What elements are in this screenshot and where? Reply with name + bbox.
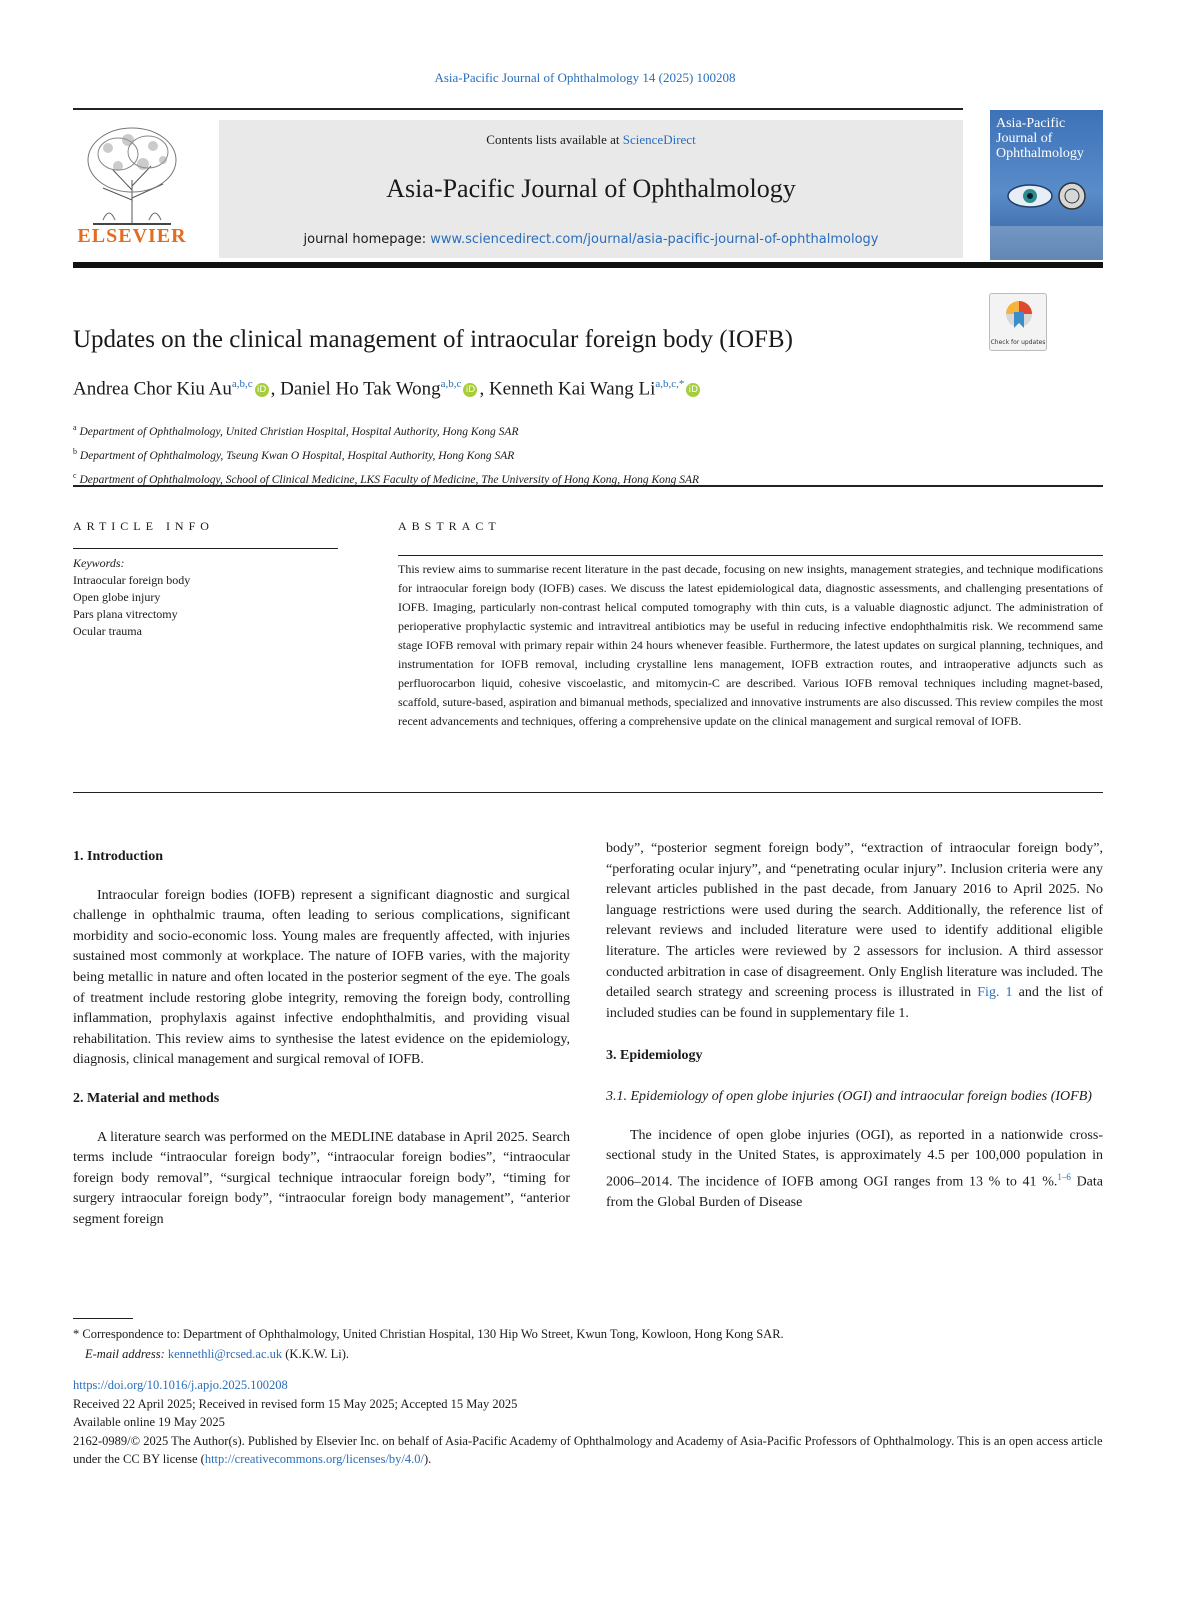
author-name[interactable]: Andrea Chor Kiu Au [73,378,232,400]
license-link[interactable]: http://creativecommons.org/licenses/by/4.0/ [204,1452,424,1466]
article-title: Updates on the clinical management of intraocular foreign body (IOFB) [73,326,793,353]
article-info-heading: ARTICLE INFO [73,519,214,533]
cover-band [990,226,1103,260]
journal-homepage-link[interactable]: www.sciencedirect.com/journal/asia-pacific-journal-of-ophthalmology [430,232,879,247]
doi-link[interactable]: https://doi.org/10.1016/j.apjo.2025.100208 [73,1378,288,1392]
abstract-divider [73,792,1103,793]
elsevier-tree-icon [73,120,191,228]
affiliation-text: Department of Ophthalmology, Tseung Kwan O Hospital, Hospital Authority, Hong Kong SAR [79,449,515,462]
crossmark-icon [990,294,1048,338]
correspondence-footnote [73,1324,1103,1364]
received-dates: Received 22 April 2025; Received in revised form 15 May 2025; Accepted 15 May 2025 [73,1396,518,1411]
reference-link[interactable]: 1–6 [1057,1171,1071,1182]
orcid-icon[interactable]: iD [463,383,477,397]
homepage-line [219,232,963,247]
correspondence-text: Correspondence to: Department of Ophthalmology, United Christian Hospital, 130 Hip Wo Street, Kwun Tong, Kowloon, Hong Kong SAR. [82,1327,784,1341]
body-column-left [73,839,570,1231]
affiliation-text: Department of Ophthalmology, School of Clinical Medicine, LKS Faculty of Medicine, The University of Hong Kong, Hong Kong SAR [79,473,700,486]
section-heading-methods: 2. Material and methods [73,1090,220,1106]
methods-text: and the list of included studies can be found in supplementary file 1. [606,985,1104,1021]
author-affil-sup[interactable]: a,b,c [440,378,462,390]
methods-paragraph-continued [606,839,1103,1024]
article-meta [73,1376,1103,1469]
cover-eye-icon [1004,176,1090,216]
affiliation-list [73,418,1073,489]
journal-name: Asia-Pacific Journal of Ophthalmology [386,174,796,203]
license-statement [73,1432,1103,1469]
affiliation-item [73,418,1073,442]
keyword-item: Pars plana vitrectomy [73,607,178,621]
affiliation-sup: c [73,470,77,480]
cover-title: Asia-Pacific Journal of Ophthalmology [996,116,1084,161]
affiliation-text: Department of Ophthalmology, United Christian Hospital, Hospital Authority, Hong Kong SAR [79,425,519,438]
email-label: E-mail address: [85,1347,165,1361]
author-affil-sup[interactable]: a,b,c [231,378,253,390]
crossmark-label: Check for updates [990,339,1046,346]
check-for-updates-button[interactable] [989,293,1047,351]
license-text: 2162-0989/© 2025 The Author(s). Published by Elsevier Inc. on behalf of Asia-Pacific Academy of Ophthalmology and Academy of Asia-Pacific Professors of Ophthalmology. This is an open access article under the CC BY license ( [73,1433,1103,1466]
section-heading-introduction: 1. Introduction [73,849,163,864]
email-link[interactable]: kennethli@rcsed.ac.uk [167,1347,283,1361]
contents-line [219,132,963,148]
epidemiology-text: The incidence of open globe injuries (OGI), as reported in a nationwide cross-sectional study in the United States, is approximately 4.5 per 100,000 population in 2006–2014. The incidence of IOFB among OGI ranges from 13 % to 41 %. [606,1127,1103,1190]
orcid-icon[interactable]: iD [255,383,269,397]
affiliation-sup: b [73,446,77,456]
keywords-block [73,555,343,640]
email-suffix: (K.K.W. Li). [285,1347,350,1361]
abstract-heading: ABSTRACT [398,519,501,533]
epidemiology-text: Data from the Global Burden of Disease [606,1174,1103,1210]
author-affil-sup[interactable]: a,b,c,* [655,378,685,390]
correspondence-line [73,1324,1103,1344]
homepage-prefix: journal homepage: [303,232,427,247]
methods-text: body”, “posterior segment foreign body”, “extraction of intraocular foreign body”, “perforating ocular injury”, and “penetrating ocular injury”. Inclusion criteria were any relevant articles published in the past decade, from January 2016 to April 2025. No language restrictions were used during the search. Additionally, the reference list of relevant reviews and included literature were used to identify additional eligible literature. The articles were reviewed by 2 assessors for inclusion. A third assessor conducted arbitration in case of disagreement. Only English literature was included. The detailed search strategy and screening process is illustrated in [606,841,1103,1001]
abstract-text: This review aims to summarise recent literature in the past decade, focusing on new insights, management strategies, and technique modifications for intraocular foreign body (IOFB) cases. We discuss the latest epidemiological data, diagnostic assessments, and challenging presentations of IOFB. Imaging, particularly non-contrast helical computed tomography with thin cuts, is a valuable diagnostic adjunct. The administration of perioperative prophylactic systemic and intravitreal antibiotics may be useful in reducing infective endophthalmitis risk. We recommend same stage IOFB removal with primary repair within 24 hours whenever feasible. Furthermore, the latest updates on surgical planning, techniques, and instrumentation for IOFB removal, including crystalline lens management, IOFB extraction routes, and intraoperative adjuncts such as perfluorocarbon liquid, cohesive viscoelastic, and mitomycin-C are described. Various IOFB removal techniques including magnet-based, scaffold, suture-based, aspiration and bimanual methods, specialized and innovative instruments are also discussed. This review compiles the most recent advancements and techniques, offering a comprehensive update on the clinical management and surgical removal of IOFB. [398,555,1103,731]
affiliation-item [73,442,1073,466]
corresponding-marker: * [73,1327,80,1341]
affiliation-sup: a [73,423,77,432]
figure-1-link[interactable]: Fig. 1 [977,985,1013,1001]
keyword-item: Ocular trauma [73,624,142,638]
author-name[interactable]: Kenneth Kai Wang Li [488,378,656,400]
keyword-item: Intraocular foreign body [73,573,191,587]
elsevier-logo[interactable] [73,120,191,260]
body-column-right [606,839,1103,1214]
journal-cover-thumbnail[interactable] [990,110,1103,260]
contents-prefix: Contents lists available at [486,132,620,147]
elsevier-wordmark: ELSEVIER [77,225,187,247]
masthead-top-rule [73,108,963,110]
license-close: ). [423,1452,432,1466]
section-heading-epidemiology: 3. Epidemiology [606,1048,703,1064]
epidemiology-paragraph [606,1126,1103,1214]
introduction-paragraph: Intraocular foreign bodies (IOFB) represent a significant diagnostic and surgical challenge in ophthalmic trauma, often leading to serious complications, significant morbidity and socio-economic loss. Young males are frequently affected, with injuries sustained most commonly at workplace. The nature of IOFB varies, with the majority being metallic in nature and often located in the posterior segment of the eye. The goals of treatment include restoring globe integrity, removing the foreign body, controlling inflammation, prophylaxis against infective endophthalmitis, and providing visual rehabilitation. This review aims to synthesise the latest evidence on the epidemiology, diagnosis, clinical management and surgical removal of IOFB. [73,887,570,1068]
article-info-rule [73,548,338,549]
journal-masthead [73,108,1103,268]
author-list: Andrea Chor Kiu Au$^{a,b,c}$ iD , Daniel Ho Tak Wong$^{a,b,c}$ iD , Kenneth Kai Wang $Li^{a,b,c,*}$ iD [73,378,1073,400]
methods-paragraph: A literature search was performed on the MEDLINE database in April 2025. Search terms include “intraocular foreign body”, “intraocular foreign bodies”, “intraocular foreign body removal”, “surgical technique intraocular foreign body”, “timing for surgery intraocular foreign body”, “intraocular foreign body management”, “anterior segment foreign [73,1129,570,1227]
running-head[interactable]: Asia-Pacific Journal of Ophthalmology 14 (2025) 100208 [434,70,736,85]
keyword-item: Open globe injury [73,590,161,604]
masthead-center-panel [219,120,963,258]
sciencedirect-link[interactable]: ScienceDirect [622,132,696,147]
masthead-bottom-rule [73,262,1103,268]
orcid-icon[interactable]: iD [686,383,700,397]
subsection-heading-epidemiology-ogi: 3.1. Epidemiology of open globe injuries (OGI) and intraocular foreign bodies (IOFB) [606,1088,1092,1104]
footnote-rule [73,1318,133,1319]
author-name[interactable]: Daniel Ho Tak Wong [280,378,441,400]
email-line [73,1344,1103,1364]
available-online: Available online 19 May 2025 [73,1415,225,1429]
keywords-label: Keywords: [73,556,125,570]
affiliation-divider [73,485,1103,487]
